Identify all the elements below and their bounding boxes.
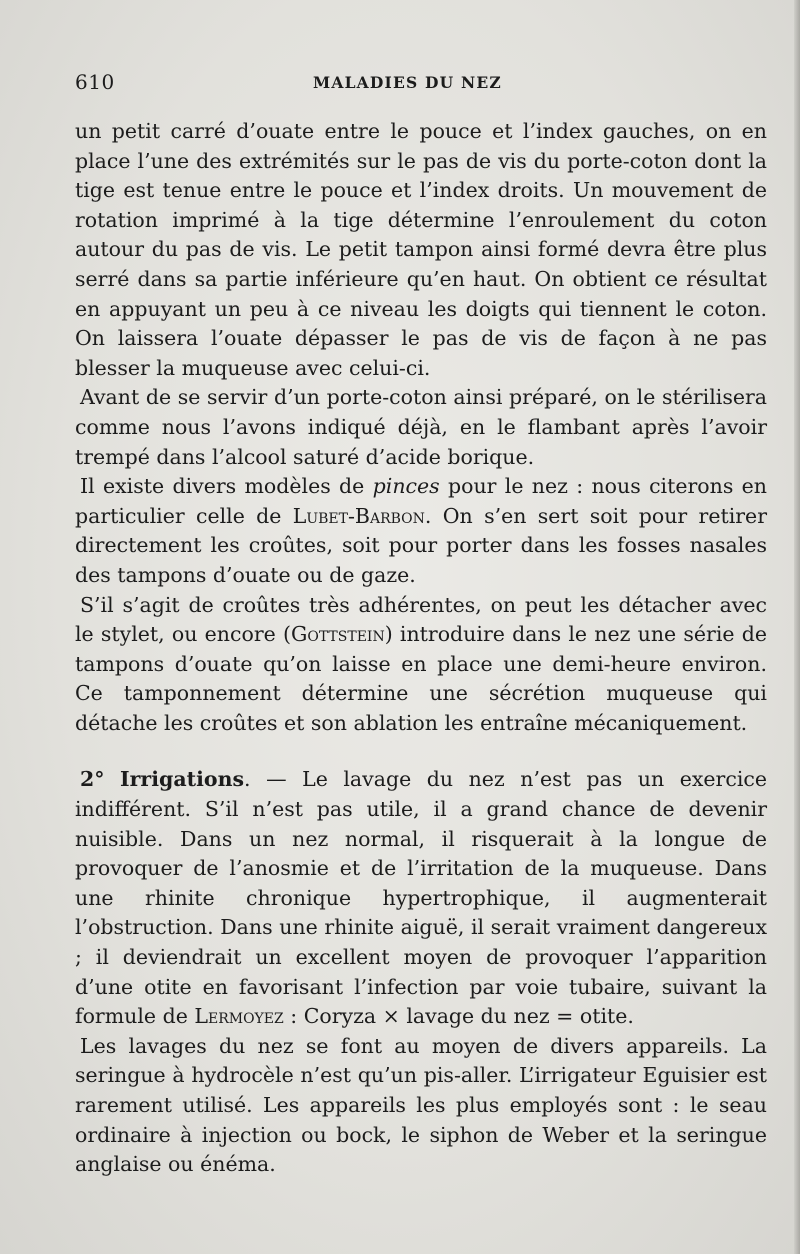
page-edge xyxy=(794,0,800,1254)
paragraph-6: Les lavages du nez se font au moyen de divers appareils. La seringue à hydrocèle n’est qu’un pis-aller. L’irrigateur Eguisier est rarement utilisé. Les appareils les plus employés sont : le seau ordinaire à injection ou bock, le siphon de Weber et la seringue anglaise ou énéma. xyxy=(75,1033,767,1177)
author-name-lermoyez: Lermoyez xyxy=(194,1004,284,1029)
section-number: 2° xyxy=(80,767,105,792)
page-number: 610 xyxy=(75,70,115,94)
section-irrigations xyxy=(75,765,767,1031)
body-text xyxy=(75,117,767,1180)
paragraph-3-text-a: Il existe divers modèles de xyxy=(80,474,373,499)
page-header xyxy=(75,70,775,100)
paragraph-3 xyxy=(75,472,767,590)
section-separator: . — xyxy=(244,767,303,792)
paragraph-3-text-c: . On s’en sert soit pour retirer directement les croûtes, soit pour porter dans les fosses nasales des tampons d’ouate ou de gaze. xyxy=(75,503,767,587)
section-formula: : Coryza × lavage du nez = otite. xyxy=(283,1004,634,1029)
author-name-gottstein: Gottstein xyxy=(290,622,385,647)
section-gap xyxy=(75,738,767,765)
author-name-lubet-barbon: Lubet-Barbon xyxy=(292,503,425,528)
paragraph-3-italic: pinces xyxy=(372,474,440,499)
running-head: MALADIES DU NEZ xyxy=(313,73,502,92)
paragraph-4 xyxy=(75,591,767,739)
paragraph-4-text-b: ) introduire dans le nez une série de tampons d’ouate qu’on laisse en place une demi-heure environ. Ce tamponnement détermine une sécrétion muqueuse qui détache les croûtes et son ablation les entraîne mécaniquement. xyxy=(75,622,768,735)
section-title: Irrigations xyxy=(120,767,245,792)
paragraph-3-text-b: pour le nez : nous citerons en particulier celle de xyxy=(75,474,768,528)
paragraph-4-text-a: S’il s’agit de croûtes très adhérentes, on peut les détacher avec le stylet, ou encore ( xyxy=(75,592,767,647)
section-body: Le lavage du nez n’est pas un exercice indifférent. S’il n’est pas utile, il a grand chance de devenir nuisible. Dans un nez normal, il risquerait à la longue de provoquer de l’anosmie et de l’irritation de la muqueuse. Dans une rhinite chronique hypertrophique, il augmenterait l’obstruction. Dans une rhinite aiguë, il serait vraiment dangereux ; il deviendrait un excellent moyen de provoquer l’apparition d’une otite en favorisant l’infection par voie tubaire, suivant la formule de xyxy=(75,767,767,1029)
paragraph-1: un petit carré d’ouate entre le pouce et l’index gauches, on en place l’une des extrémités sur le pas de vis du porte-coton dont la tige est tenue entre le pouce et l’index droits. Un mouvement de rotation imprimé à la tige détermine l’enroulement du coton autour du pas de vis. Le petit tampon ainsi formé devra être plus serré dans sa partie inférieure qu’en haut. On obtient ce résultat en appuyant un peu à ce niveau les doigts qui tiennent le coton. On laissera l’ouate dépasser le pas de vis de façon à ne pas blesser la muqueuse avec celui-ci. xyxy=(75,119,767,380)
paragraph-2: Avant de se servir d’un porte-coton ainsi préparé, on le stérilisera comme nous l’avons indiqué déjà, en le flambant après l’avoir trempé dans l’alcool saturé d’acide borique. xyxy=(75,385,767,469)
